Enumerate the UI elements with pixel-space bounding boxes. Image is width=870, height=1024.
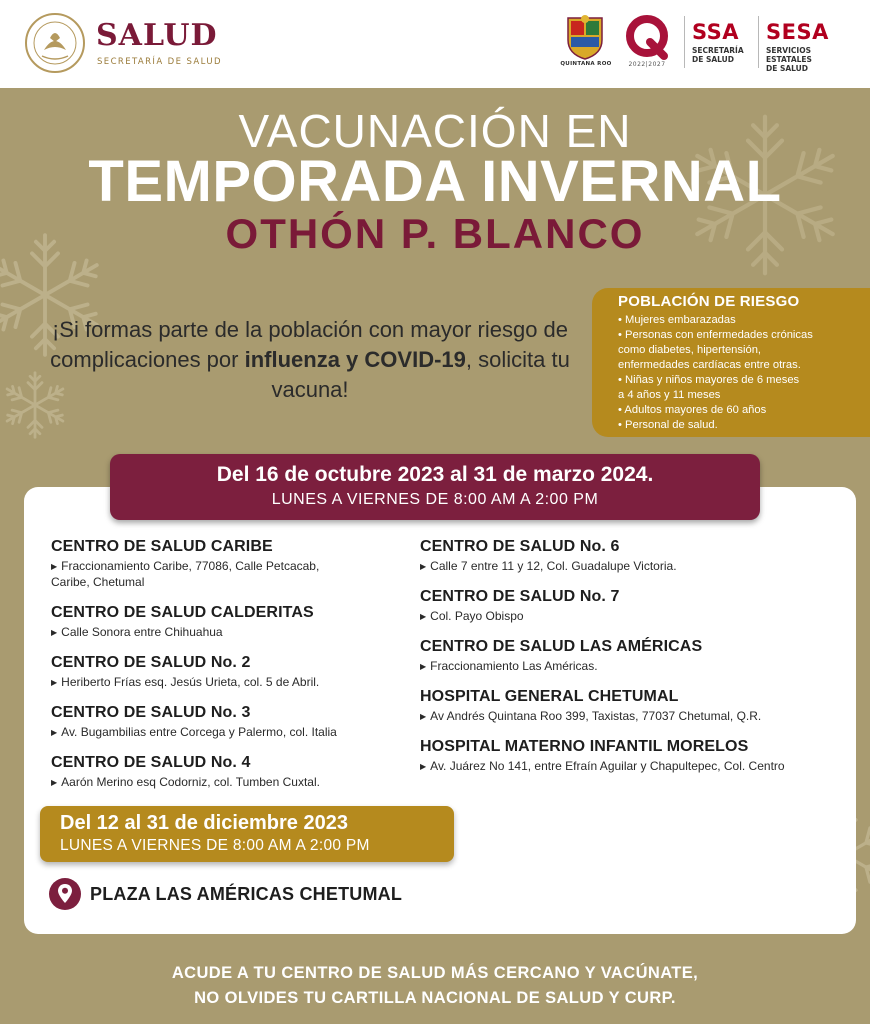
- footer-line1: ACUDE A TU CENTRO DE SALUD MÁS CERCANO Y VACÚNATE,: [171, 964, 699, 982]
- center-name: CENTRO DE SALUD No. 7: [420, 588, 620, 605]
- center-address-line1: Col. Payo Obispo: [430, 609, 524, 623]
- arrow-icon: ▶: [420, 712, 427, 721]
- location-pin-icon: [48, 877, 82, 911]
- center-name: CENTRO DE SALUD LAS AMÉRICAS: [420, 638, 703, 655]
- center-address-line2: Caribe, Chetumal: [51, 575, 145, 589]
- center-address: [51, 625, 471, 641]
- sesa-subtitle-line2: DE SALUD: [766, 64, 808, 73]
- risk-item: • Adultos mayores de 60 años: [618, 404, 767, 416]
- center-address: [420, 609, 850, 625]
- quintana-roo-shield-icon: [566, 14, 604, 60]
- risk-item: enfermedades cardíacas entre otras.: [618, 359, 801, 371]
- risk-item: a 4 años y 11 meses: [618, 389, 721, 401]
- arrow-icon: ▶: [51, 628, 58, 637]
- risk-title: POBLACIÓN DE RIESGO: [618, 293, 800, 310]
- december-dates: Del 12 al 31 de diciembre 2023: [60, 812, 348, 834]
- q-logo-icon: [620, 14, 674, 60]
- december-schedule-banner: [40, 806, 454, 862]
- risk-list: [618, 313, 860, 433]
- salud-subtitle: SECRETARÍA DE SALUD: [97, 57, 222, 67]
- center-item: [420, 638, 850, 675]
- ssa-subtitle-line2: DE SALUD: [692, 55, 734, 64]
- center-name: CENTRO DE SALUD No. 2: [51, 654, 251, 671]
- arrow-icon: ▶: [51, 778, 58, 787]
- ssa-subtitle: [692, 46, 756, 64]
- center-address-line1: Av. Bugambilias entre Corcega y Palermo, col. Italia: [61, 725, 337, 739]
- center-address: [51, 775, 471, 791]
- title-municipality: OTHÓN P. BLANCO: [225, 210, 645, 257]
- ssa-title: SSA: [692, 20, 740, 44]
- risk-item: • Personal de salud.: [618, 419, 718, 431]
- intro-part1: ¡Si formas parte de la población con mayor riesgo de complicaciones por: [50, 317, 569, 372]
- center-address: [420, 759, 850, 775]
- center-name: CENTRO DE SALUD No. 6: [420, 538, 620, 555]
- intro-bold: influenza y COVID-19: [244, 347, 466, 372]
- risk-item: como diabetes, hipertensión,: [618, 344, 762, 356]
- center-item: [51, 654, 471, 691]
- center-item: [51, 604, 471, 641]
- december-location: PLAZA LAS AMÉRICAS CHETUMAL: [90, 884, 403, 904]
- center-item: [420, 588, 850, 625]
- center-address: [420, 709, 850, 725]
- center-name: CENTRO DE SALUD No. 4: [51, 754, 251, 771]
- center-name: CENTRO DE SALUD No. 3: [51, 704, 251, 721]
- center-address: [51, 675, 471, 691]
- arrow-icon: ▶: [51, 728, 58, 737]
- salud-title: SALUD: [96, 18, 218, 53]
- mexico-seal-icon: [24, 12, 86, 74]
- quintana-roo-label: QUINTANA ROO: [560, 61, 612, 67]
- risk-item: • Personas con enfermedades crónicas: [618, 329, 813, 341]
- arrow-icon: ▶: [420, 562, 427, 571]
- center-address-line1: Fraccionamiento Caribe, 77086, Calle Petcacab,: [61, 559, 320, 573]
- arrow-icon: ▶: [420, 612, 427, 621]
- center-address: [420, 559, 850, 575]
- main-schedule-hours: LUNES A VIERNES DE 8:00 AM A 2:00 PM: [271, 491, 599, 508]
- arrow-icon: ▶: [51, 678, 58, 687]
- footer-line2: NO OLVIDES TU CARTILLA NACIONAL DE SALUD Y CURP.: [194, 989, 676, 1007]
- center-item: [51, 704, 471, 741]
- risk-item: • Niñas y niños mayores de 6 meses: [618, 374, 800, 386]
- center-name: HOSPITAL MATERNO INFANTIL MORELOS: [420, 738, 749, 755]
- center-name: CENTRO DE SALUD CARIBE: [51, 538, 273, 555]
- center-address-line1: Aarón Merino esq Codorniz, col. Tumben Cuxtal.: [61, 775, 320, 789]
- ssa-subtitle-line1: SECRETARÍA: [692, 46, 744, 55]
- center-item: [420, 688, 850, 725]
- header-bar: [0, 0, 870, 88]
- header-divider: [684, 16, 685, 68]
- center-address: [51, 725, 471, 741]
- main-schedule-dates: Del 16 de octubre 2023 al 31 de marzo 2024.: [216, 463, 654, 486]
- q-years-label: 2022|2027: [628, 61, 666, 68]
- sesa-title: SESA: [766, 20, 829, 44]
- title-line2: TEMPORADA INVERNAL: [88, 149, 782, 214]
- center-address: [51, 559, 471, 590]
- arrow-icon: ▶: [420, 762, 427, 771]
- footer-message: [0, 961, 870, 1011]
- risk-item: • Mujeres embarazadas: [618, 314, 736, 326]
- center-item: [51, 538, 471, 590]
- december-hours: LUNES A VIERNES DE 8:00 AM A 2:00 PM: [60, 837, 370, 854]
- center-address-line1: Fraccionamiento Las Américas.: [430, 659, 598, 673]
- sesa-subtitle-line1: SERVICIOS ESTATALES: [766, 46, 812, 64]
- sesa-subtitle: [766, 46, 856, 73]
- intro-text: [40, 315, 580, 405]
- center-address-line1: Av. Juárez No 141, entre Efraín Aguilar y Chapultepec, Col. Centro: [430, 759, 785, 773]
- center-item: [420, 738, 850, 775]
- center-address-line1: Calle Sonora entre Chihuahua: [61, 625, 223, 639]
- center-item: [420, 538, 850, 575]
- main-schedule-banner: [110, 454, 760, 520]
- center-address-line1: Av Andrés Quintana Roo 399, Taxistas, 77037 Chetumal, Q.R.: [430, 709, 762, 723]
- header-divider: [758, 16, 759, 68]
- center-item: [51, 754, 471, 791]
- center-address: [420, 659, 850, 675]
- center-name: CENTRO DE SALUD CALDERITAS: [51, 604, 314, 621]
- intro-part2: , solicita tu vacuna!: [271, 347, 570, 402]
- title-line1: VACUNACIÓN EN: [238, 105, 632, 157]
- risk-population-box: [592, 288, 870, 437]
- center-address-line1: Calle 7 entre 11 y 12, Col. Guadalupe Victoria.: [430, 559, 677, 573]
- arrow-icon: ▶: [51, 562, 58, 571]
- center-name: HOSPITAL GENERAL CHETUMAL: [420, 688, 679, 705]
- center-address-line1: Heriberto Frías esq. Jesús Urieta, col. 5 de Abril.: [61, 675, 320, 689]
- arrow-icon: ▶: [420, 662, 427, 671]
